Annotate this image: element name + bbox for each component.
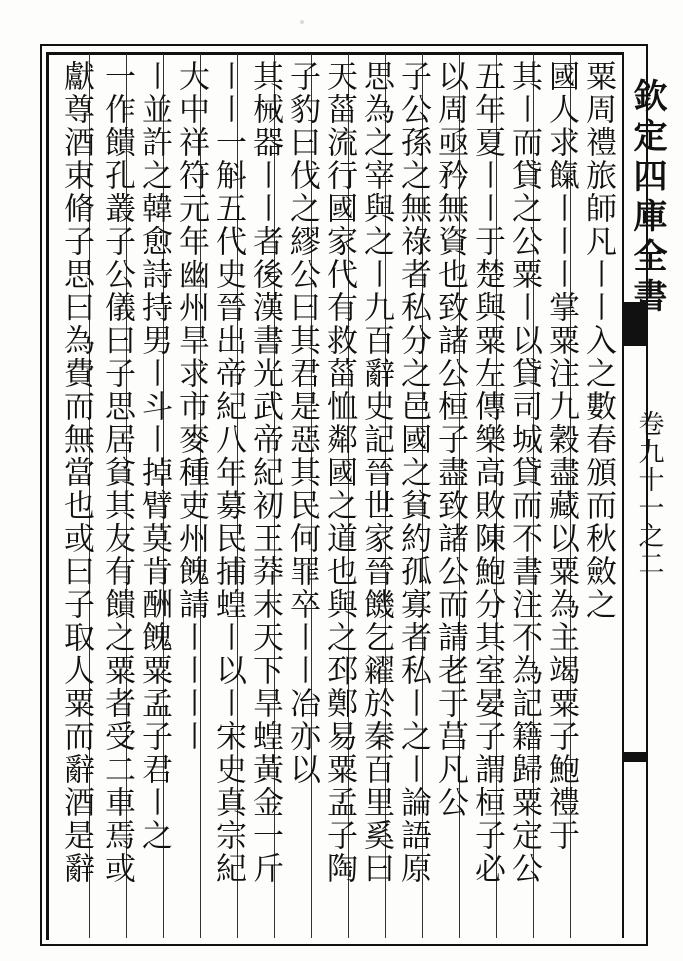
text-column-5: 以周亟矜無資也致諸公桓子盡致諸公而請老于莒凡公 (432, 60, 468, 819)
text-column-8: 天菑流行國家代有救菑恤鄰國之道也與之邳鄭易粟孟子陶 (321, 60, 357, 885)
text-column-15: 獻尊酒束脩子思曰為費而無當也或曰子取人粟而辭酒是辭 (58, 60, 94, 885)
text-column-6: 子公孫之無祿者私分之邑國之貧約孤寡者私〡之〡論語原 (395, 60, 431, 885)
text-column-9: 子豹曰伐之繆公曰其君是惡其民何罪卒〡〡冶亦以 (284, 60, 320, 786)
text-column-13: 〡並許之韓愈詩持男〡斗〡掉臂莫肯酬餽粟孟子君〡之 (136, 60, 172, 852)
text-column-2: 國人求餼〡〡〡掌粟注九穀盡藏以粟為主竭粟子鮑禮于 (543, 60, 579, 852)
text-column-14: 一作饋孔叢子公儀曰子思居貧其友有饋之粟者受二車焉或 (99, 60, 135, 885)
text-column-12: 大中祥符元年幽州旱求市麥種吏州餽請〡〡〡〡 (173, 60, 209, 753)
text-column-7: 思為之宰與之〡九百辭史記晉世家晉饑乞糴於秦百里奚曰 (358, 60, 394, 885)
book-title: 欽定四庫全書 (627, 78, 667, 318)
text-column-1: 粟周禮旅師凡〡〡入之數春頒而秋斂之 (580, 60, 616, 621)
ink-speck (120, 540, 126, 546)
ink-speck (300, 20, 304, 24)
text-column-3: 其〡而貸之公粟〡以貸司城貸而不書注不為記籍歸粟定公 (506, 60, 542, 885)
text-column-10: 其械器〡〡者後漢書光武帝紀初王莽末天下旱蝗黃金一斤 (247, 60, 283, 885)
text-column-11: 〡〡一斛五代史晉出帝紀八年募民捕蝗〡以〡宋史真宗紀 (210, 60, 246, 885)
juan-label: 卷九十一之二 (634, 410, 664, 578)
text-column-4: 五年夏〡〡于楚與粟左傳樂高敗陳鮑分其室晏子謂桓子必 (469, 60, 505, 885)
fishtail-mark-bottom (624, 752, 648, 762)
